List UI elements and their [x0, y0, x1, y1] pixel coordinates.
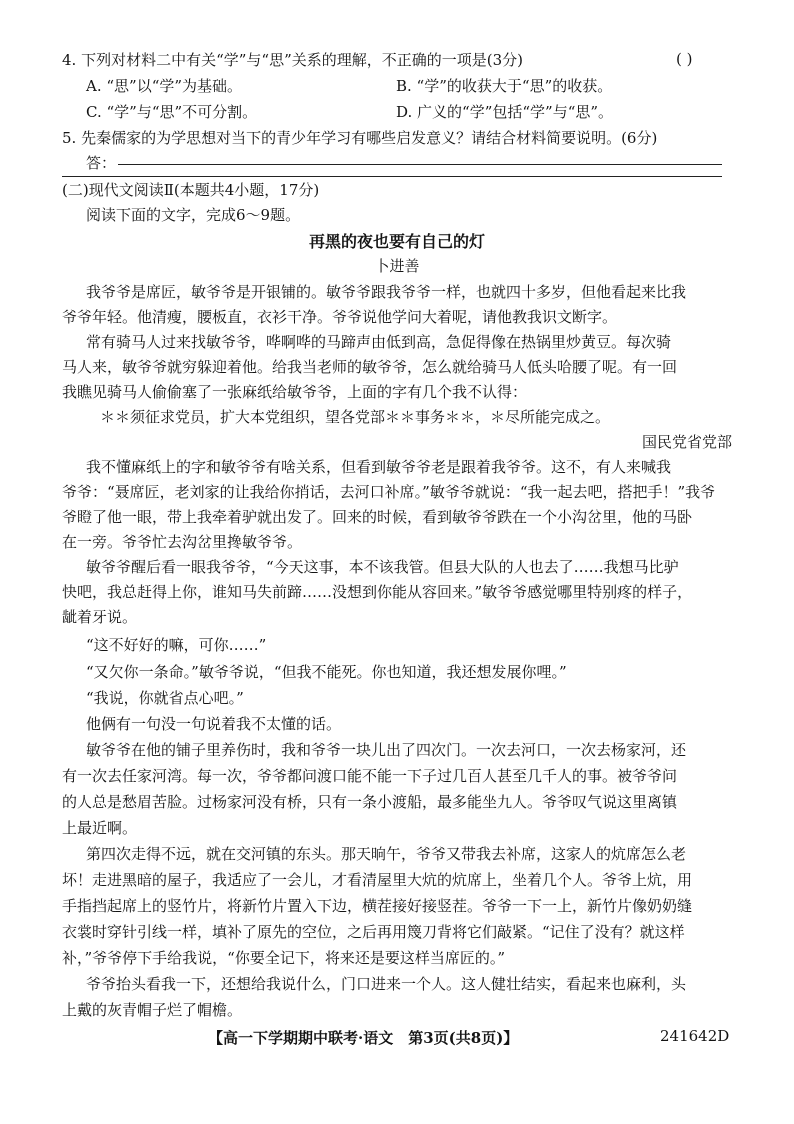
- body-line: 爷爷抬头看我一下，还想给我说什么，门口进来一个人。这人健壮结实，看起来也麻利，头: [86, 975, 687, 993]
- body-line: 手指挡起席上的竖竹片，将新竹片置入下边，横茬接好接竖茬。爷爷一下一上，新竹片像奶奶缝: [62, 897, 693, 915]
- question-4-stem: 4. 下列对材料二中有关“学”与“思”关系的理解，不正确的一项是(3分): [62, 51, 524, 69]
- body-line: 敏爷爷在他的铺子里养伤时，我和爷爷一块儿出了四次门。一次去河口，一次去杨家河，还: [86, 741, 687, 759]
- body-line: 爷爷年轻。他清瘦，腰板直，衣衫干净。爷爷说他学问大着呢，请他教我识文断字。: [62, 308, 618, 326]
- question-5-stem: 5. 先秦儒家的为学思想对当下的青少年学习有哪些启发意义？请结合材料简要说明。(6分): [62, 129, 658, 147]
- option-a: A. “思”以“学”为基础。: [86, 77, 243, 95]
- page-footer: 【高一下学期期中联考·语文 第3页(共8页)】: [208, 1029, 519, 1047]
- body-line: 第四次走得不远，就在交河镇的东头。那天晌午，爷爷又带我去补席，这家人的炕席怎么老: [86, 845, 687, 863]
- body-line: 龇着牙说。: [62, 608, 138, 626]
- answer-line: [118, 164, 722, 165]
- body-line: 我瞧见骑马人偷偷塞了一张麻纸给敏爷爷，上面的字有几个我不认得：: [62, 383, 528, 401]
- body-line: 马人来，敏爷爷就穷躲迎着他。给我当老师的敏爷爷，怎么就给骑马人低头哈腰了呢。有一回: [62, 358, 678, 376]
- option-d: D. 广义的“学”包括“学”与“思”。: [396, 103, 614, 121]
- body-line: 我爷爷是席匠，敏爷爷是开银铺的。敏爷爷跟我爷爷一样，也就四十多岁，但他看起来比我: [86, 283, 687, 301]
- option-c: C. “学”与“思”不可分割。: [86, 103, 258, 121]
- body-line: 他俩有一句没一句说着我不太懂的话。: [86, 715, 342, 733]
- body-line: 我不懂麻纸上的字和敏爷爷有啥关系，但看到敏爷爷老是跟着我爷爷。这不，有人来喊我: [86, 458, 672, 476]
- answer-line-2: [62, 176, 722, 177]
- answer-label: 答：: [86, 154, 117, 172]
- article-author: 卜进善: [374, 257, 420, 275]
- body-line: 快吧，我总赶得上你，谁知马失前蹄……没想到你能从容回来。”敏爷爷感觉哪里特别疼的样子，: [62, 583, 693, 601]
- article-title: 再黑的夜也要有自己的灯: [308, 232, 485, 251]
- body-line: 爷瞪了他一眼，带上我牵着驴就出发了。回来的时候，看到敏爷爷跌在一个小沟岔里，他的马卧: [62, 508, 693, 526]
- body-line: “我说，你就省点心吧。”: [86, 689, 244, 707]
- body-line: 爷爷：“聂席匠，老刘家的让我给你捎话，去河口补席。”敏爷爷就说：“我一起去吧，搭把手！”我爷: [62, 483, 716, 501]
- body-line: 常有骑马人过来找敏爷爷，哗啊哗的马蹄声由低到高，急促得像在热锅里炒黄豆。每次骑: [86, 333, 672, 351]
- body-line: 有一次去任家河湾。每一次，爷爷都问渡口能不能一下子过几百人甚至几千人的事。被爷爷问: [62, 767, 678, 785]
- option-b: B. “学”的收获大于“思”的收获。: [396, 77, 613, 95]
- body-line: 补，”爷爷停下手给我说，“你要全记下，将来还是要这样当席匠的。”: [62, 949, 506, 967]
- body-line: 衣裳时穿针引线一样，填补了原先的空位，之后再用篾刀背将它们敲紧。“记住了没有？就这样: [62, 923, 685, 941]
- body-line: ＊＊须征求党员，扩大本党组织，望各党部＊＊事务＊＊，＊尽所能完成之。: [100, 408, 611, 426]
- section-heading: (二)现代文阅读Ⅱ(本题共4小题，17分): [62, 181, 320, 199]
- section-instruction: 阅读下面的文字，完成6～9题。: [86, 206, 301, 224]
- body-line: 敏爷爷醒后看一眼我爷爷，“今天这事，本不该我管。但县大队的人也去了……我想马比驴: [86, 558, 679, 576]
- body-line: 在一旁。爷爷忙去沟岔里搀敏爷爷。: [62, 533, 303, 551]
- body-line: “又欠你一条命。”敏爷爷说，“但我不能死。你也知道，我还想发展你哩。”: [86, 663, 567, 681]
- body-line: “这不好好的嘛，可你……”: [86, 636, 267, 654]
- body-line: 的人总是愁眉苦脸。过杨家河没有桥，只有一条小渡船，最多能坐九人。爷爷叹气说这里离镇: [62, 793, 678, 811]
- exam-code: 241642D: [660, 1027, 730, 1045]
- signature-line: 国民党省党部: [641, 433, 732, 451]
- body-line: 坏！走进黑暗的屋子，我适应了一会儿，才看清屋里大炕的炕席上，坐着几个人。爷爷上炕，用: [62, 871, 693, 889]
- answer-parentheses: ( ): [676, 50, 693, 68]
- body-line: 上戴的灰青帽子烂了帽檐。: [62, 1001, 243, 1019]
- body-line: 上最近啊。: [62, 819, 138, 837]
